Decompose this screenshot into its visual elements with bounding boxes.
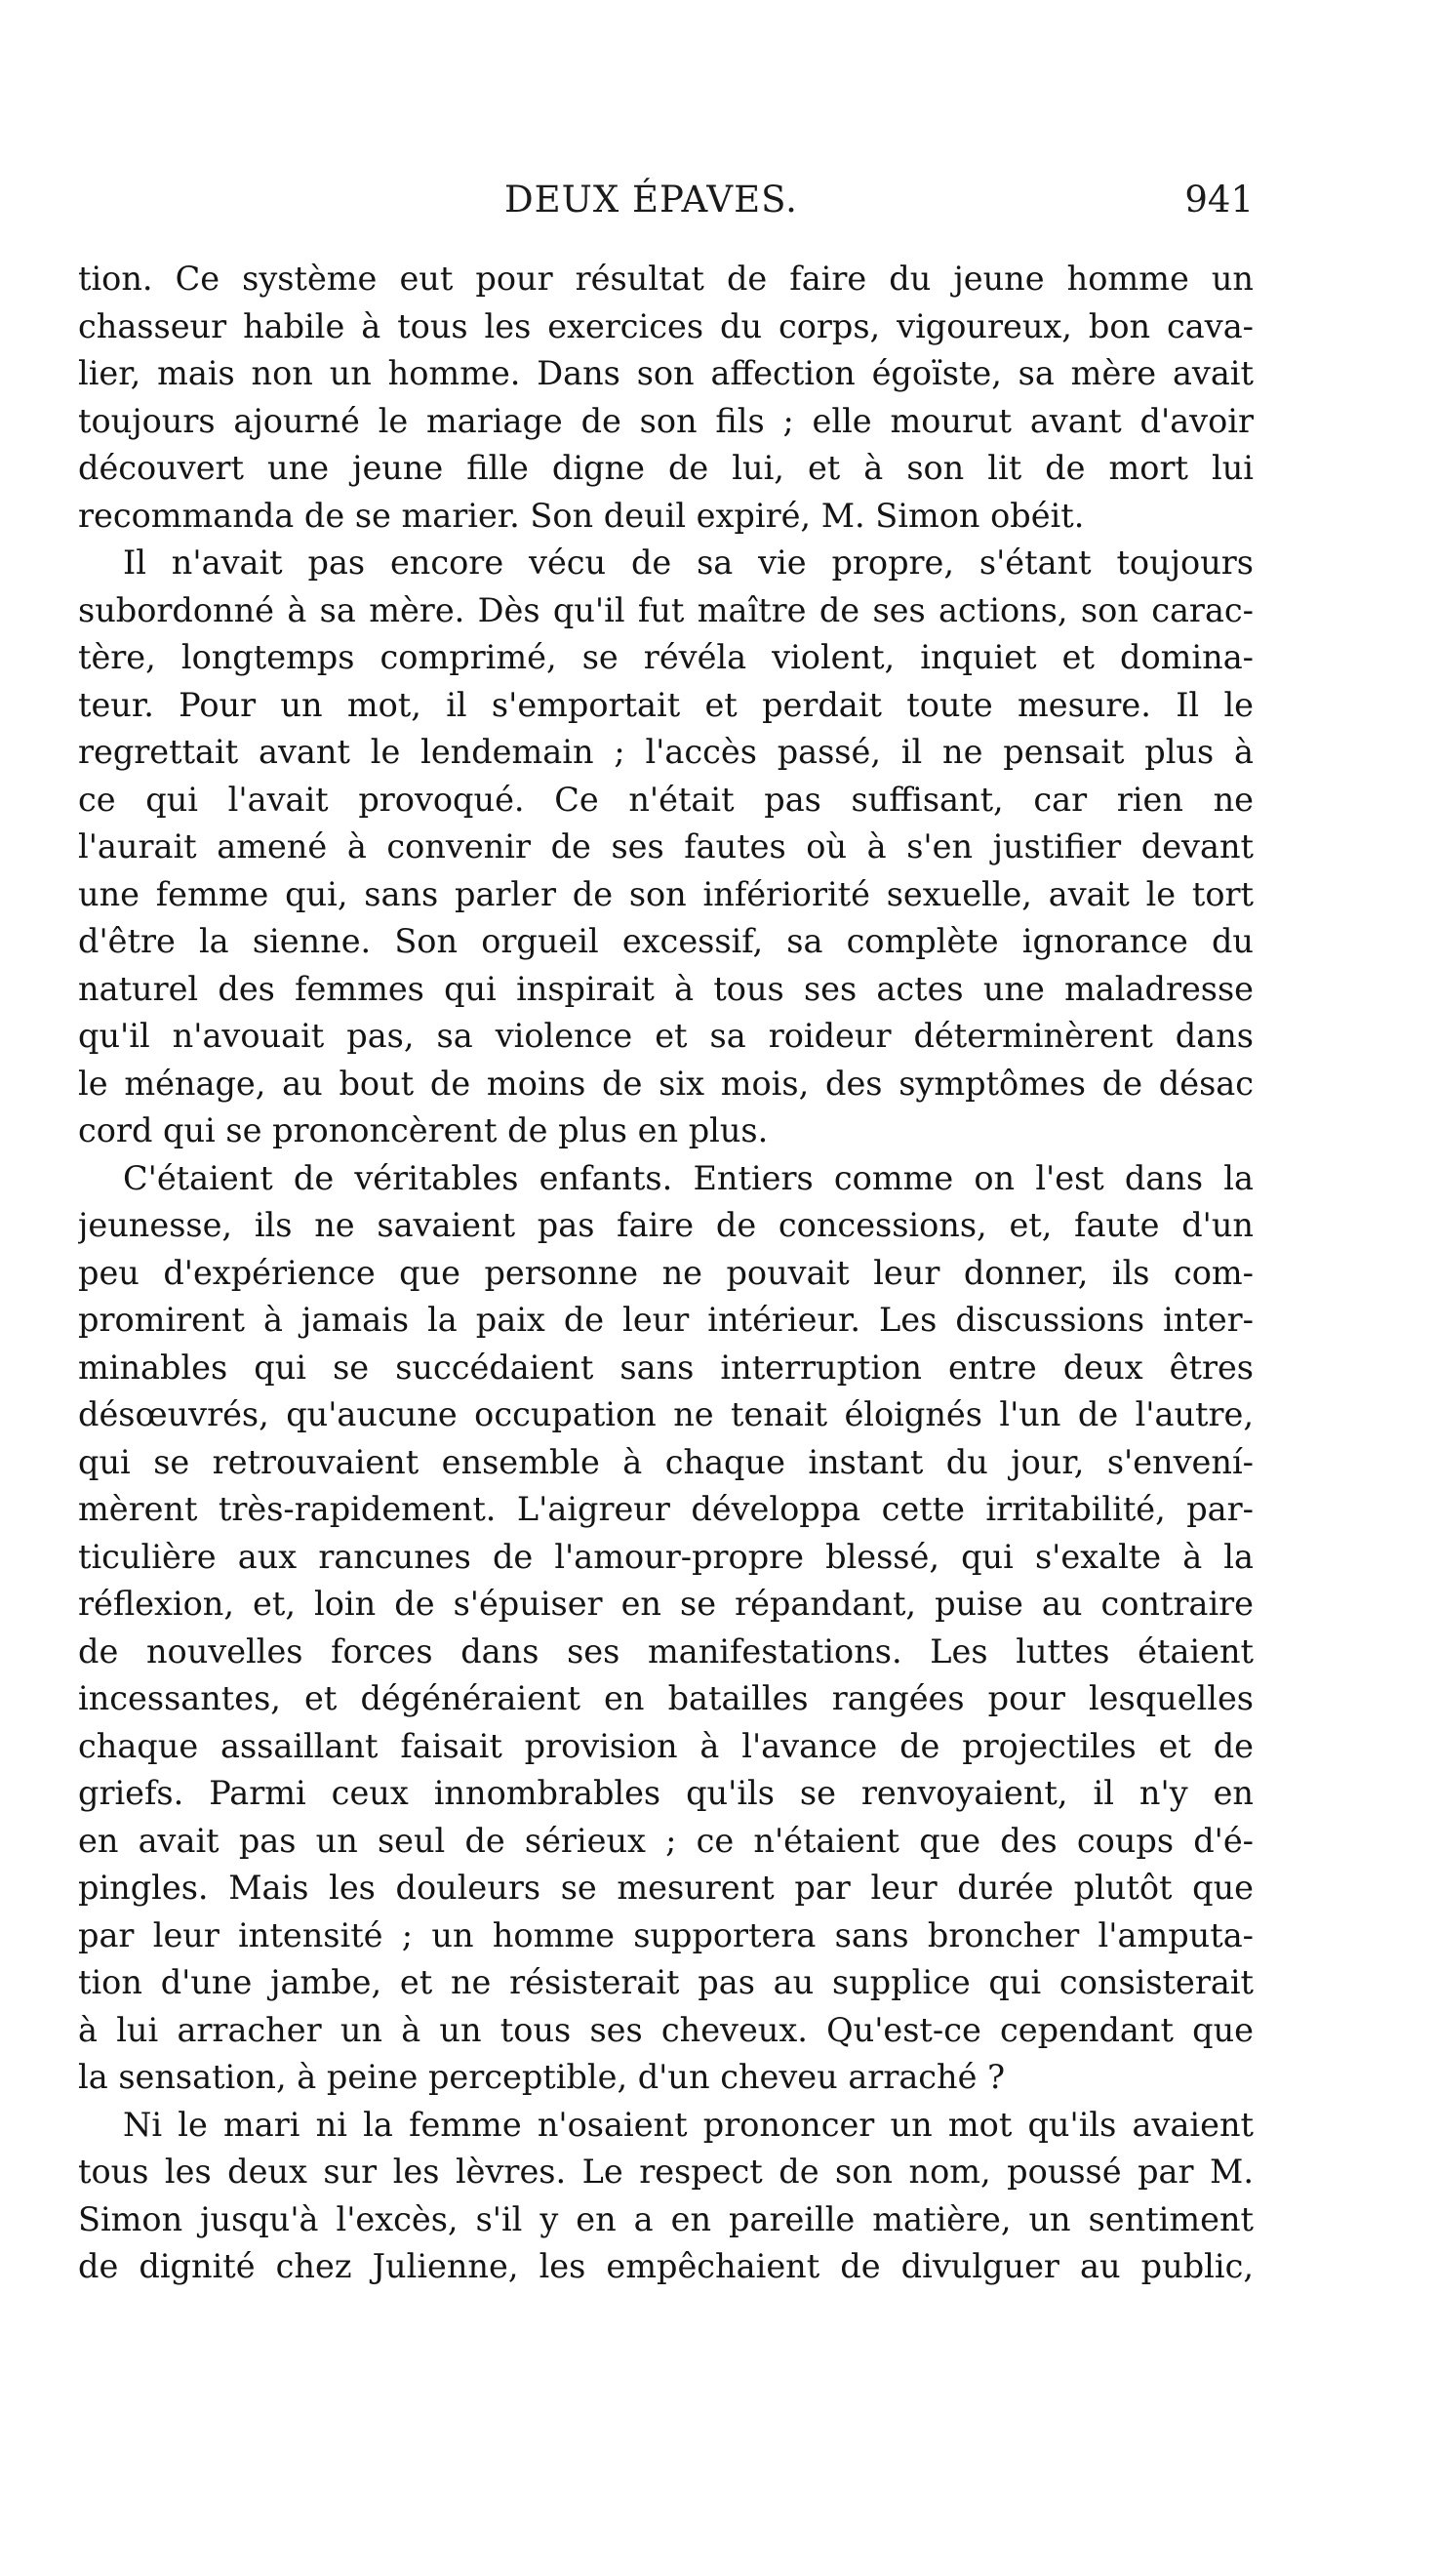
page-header	[78, 179, 1254, 227]
text-line: la sensation, à peine perceptible, d'un cheveu arraché ?	[78, 2058, 1006, 2096]
text-line: chaque assaillant faisait provision à l'avance de projectiles et de	[78, 1726, 1254, 1765]
text-line: peu d'expérience que personne ne pouvait leur donner, ils com-	[78, 1253, 1254, 1292]
text-line: par leur intensité ; un homme supportera sans broncher l'amputa-	[78, 1915, 1254, 1954]
text-line: regrettait avant le lendemain ; l'accès passé, il ne pensait plus à	[78, 733, 1254, 771]
text-line: tion d'une jambe, et ne résisterait pas au supplice qui consisterait	[78, 1963, 1254, 2001]
text-line: qu'il n'avouait pas, sa violence et sa roideur déterminèrent dans	[78, 1017, 1254, 1055]
text-line: de dignité chez Julienne, les empêchaient de divulguer au public,	[78, 2247, 1254, 2285]
text-line: tous les deux sur les lèvres. Le respect de son nom, poussé par M.	[78, 2153, 1254, 2191]
body-text	[78, 256, 1254, 2291]
text-line: mèrent très-rapidement. L'aigreur développa cette irritabilité, par-	[78, 1490, 1254, 1528]
text-line: réflexion, et, loin de s'épuiser en se répandant, puise au contraire	[78, 1585, 1254, 1623]
text-line: découvert une jeune fille digne de lui, et à son lit de mort lui	[78, 449, 1254, 487]
paragraph-start-line: Il n'avait pas encore vécu de sa vie propre, s'étant toujours	[123, 543, 1254, 582]
text-line: promirent à jamais la paix de leur intérieur. Les discussions inter-	[78, 1301, 1254, 1339]
text-line: d'être la sienne. Son orgueil excessif, sa complète ignorance du	[78, 922, 1254, 960]
text-line: teur. Pour un mot, il s'emportait et perdait toute mesure. Il le	[78, 685, 1254, 724]
text-line: ticulière aux rancunes de l'amour-propre blessé, qui s'exalte à la	[78, 1537, 1254, 1576]
text-line: chasseur habile à tous les exercices du corps, vigoureux, bon cava-	[78, 306, 1254, 345]
text-line: naturel des femmes qui inspirait à tous ses actes une maladresse	[78, 969, 1254, 1008]
text-line: toujours ajourné le mariage de son fils ; elle mourut avant d'avoir	[78, 401, 1254, 440]
text-line: minables qui se succédaient sans interruption entre deux êtres	[78, 1348, 1254, 1387]
text-line: pingles. Mais les douleurs se mesurent par leur durée plutôt que	[78, 1869, 1254, 1907]
text-line: lier, mais non un homme. Dans son affection égoïste, sa mère avait	[78, 354, 1254, 392]
running-title: DEUX ÉPAVES.	[504, 179, 798, 221]
text-line: cord qui se prononcèrent de plus en plus.	[78, 1111, 769, 1149]
text-line: subordonné à sa mère. Dès qu'il fut maître de ses actions, son carac-	[78, 590, 1254, 629]
paragraph-start-line: C'étaient de véritables enfants. Entiers comme on l'est dans la	[123, 1158, 1254, 1197]
paragraph-start-line: Ni le mari ni la femme n'osaient prononcer un mot qu'ils avaient	[123, 2105, 1254, 2144]
text-line: qui se retrouvaient ensemble à chaque instant du jour, s'envení-	[78, 1442, 1254, 1481]
page-number: 941	[1184, 179, 1254, 221]
text-line: Simon jusqu'à l'excès, s'il y en a en pareille matière, un sentiment	[78, 2199, 1254, 2238]
text-line: le ménage, au bout de moins de six mois, des symptômes de désac	[78, 1064, 1254, 1103]
text-line: de nouvelles forces dans ses manifestations. Les luttes étaient	[78, 1631, 1254, 1670]
text-line: ce qui l'avait provoqué. Ce n'était pas suffisant, car rien ne	[78, 780, 1254, 819]
text-line: une femme qui, sans parler de son infériorité sexuelle, avait le tort	[78, 874, 1254, 913]
text-line: incessantes, et dégénéraient en batailles rangées pour lesquelles	[78, 1679, 1254, 1717]
text-line: tion. Ce système eut pour résultat de faire du jeune homme un	[78, 260, 1254, 298]
text-line: l'aurait amené à convenir de ses fautes où à s'en justifier devant	[78, 827, 1254, 865]
text-line: désœuvrés, qu'aucune occupation ne tenait éloignés l'un de l'autre,	[78, 1395, 1254, 1433]
text-line: tère, longtemps comprimé, se révéla violent, inquiet et domina-	[78, 638, 1254, 676]
text-line: jeunesse, ils ne savaient pas faire de concessions, et, faute d'un	[78, 1206, 1254, 1244]
text-line: à lui arracher un à un tous ses cheveux. Qu'est-ce cependant que	[78, 2010, 1254, 2049]
text-line: recommanda de se marier. Son deuil expiré, M. Simon obéit.	[78, 496, 1085, 535]
text-line: griefs. Parmi ceux innombrables qu'ils se renvoyaient, il n'y en	[78, 1774, 1254, 1812]
text-line: en avait pas un seul de sérieux ; ce n'étaient que des coups d'é-	[78, 1821, 1254, 1860]
